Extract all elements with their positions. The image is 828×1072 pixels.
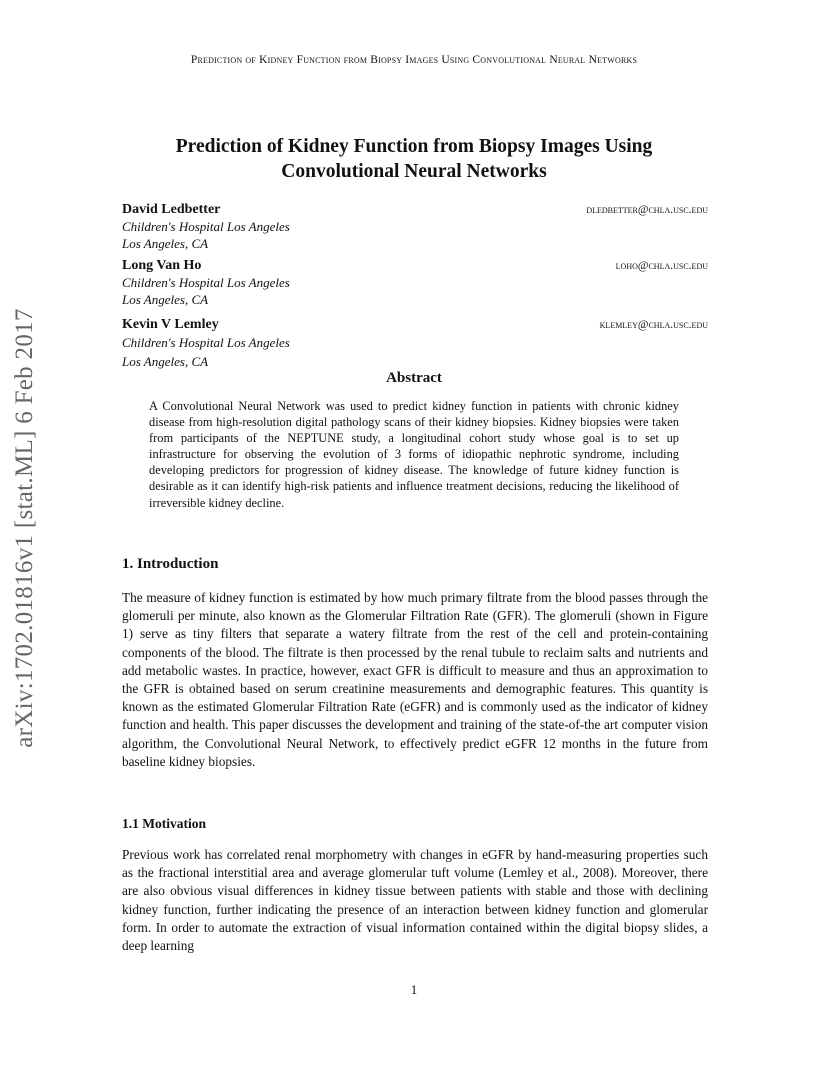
- author-location: Los Angeles, CA: [122, 236, 209, 251]
- abstract-heading: Abstract: [386, 370, 442, 386]
- author-affiliation: Children's Hospital Los Angeles: [122, 335, 290, 350]
- author-name: David Ledbetter: [122, 202, 221, 217]
- introduction-paragraph: The measure of kidney function is estimated by how much primary filtrate from the blood passes through the glomeruli per minute, also known as the Glomerular Filtration Rate (GFR). The glomeruli (shown in Figure 1) serve as tiny filters that separate a watery filtrate from the rest of the cell and protein-containing components of the blood. The filtrate is then processed by the renal tubule to reclaim salts and nutrients and add metabolic wastes. In practice, however, exact GFR is difficult to measure and thus an approximation to the GFR is obtained based on serum creatinine measurements and demographic features. This quantity is known as the estimated Glomerular Filtration Rate (eGFR) and is commonly used as the indicator of kidney function and health. This paper discusses the development and training of the state-of-the art computer vision algorithm, the Convolutional Neural Network, to effectively predict eGFR 12 months in the future from baseline kidney biopsies.: [122, 590, 708, 769]
- author-location: Los Angeles, CA: [122, 292, 209, 307]
- paper-title: [120, 134, 708, 184]
- page-number: 1: [410, 982, 418, 997]
- author-affiliation: Children's Hospital Los Angeles: [122, 219, 290, 234]
- author-name: Long Van Ho: [122, 258, 202, 273]
- motivation-paragraph: Previous work has correlated renal morphometry with changes in eGFR by hand-measuring properties such as the fractional interstitial area and average glomerular tuft volume (Lemley et al., 2008). Moreover, there are also obvious visual differences in kidney tissue between patients with stable and those with declining kidney function, further indicating the presence of an interaction between kidney function and glomerular form. In order to automate the extraction of visual information contained within the digital biopsy slides, a deep learning: [122, 847, 708, 954]
- author-location: Los Angeles, CA: [122, 354, 209, 369]
- arxiv-identifier-text: arXiv:1702.01816v1 [stat.ML] 6 Feb 2017: [11, 308, 38, 748]
- author-block-2: [122, 257, 708, 308]
- author-affiliation: Children's Hospital Los Angeles: [122, 275, 290, 290]
- author-email: loho@chla.usc.edu: [615, 260, 708, 272]
- section-heading-introduction: 1. Introduction: [122, 556, 219, 572]
- subsection-heading-motivation: 1.1 Motivation: [122, 816, 206, 831]
- author-block-1: [122, 201, 708, 252]
- running-head: Prediction of Kidney Function from Biopsy Images Using Convolutional Neural Networks: [190, 54, 638, 66]
- author-name: Kevin V Lemley: [122, 317, 219, 332]
- author-email: dledbetter@chla.usc.edu: [586, 204, 708, 216]
- paper-title-line-2: Convolutional Neural Networks: [281, 161, 547, 182]
- abstract-text: A Convolutional Neural Network was used to predict kidney function in patients with chronic kidney disease from high-resolution digital pathology scans of their kidney biopsies. Kidney biopsies were taken from participants of the NEPTUNE study, a longitudinal cohort study whose goal is to set up infrastructure for observing the evolution of 3 forms of idiopathic nephrotic syndrome, including developing predictors for progression of kidney disease. The knowledge of future kidney function is desirable as it can identify high-risk patients and influence treatment decisions, reducing the likelihood of irreversible kidney decline.: [149, 399, 679, 510]
- author-block-3: [122, 316, 708, 370]
- author-email: klemley@chla.usc.edu: [599, 319, 708, 331]
- arxiv-identifier-stamp: [3, 290, 47, 766]
- paper-title-line-1: Prediction of Kidney Function from Biopsy Images Using: [175, 136, 653, 157]
